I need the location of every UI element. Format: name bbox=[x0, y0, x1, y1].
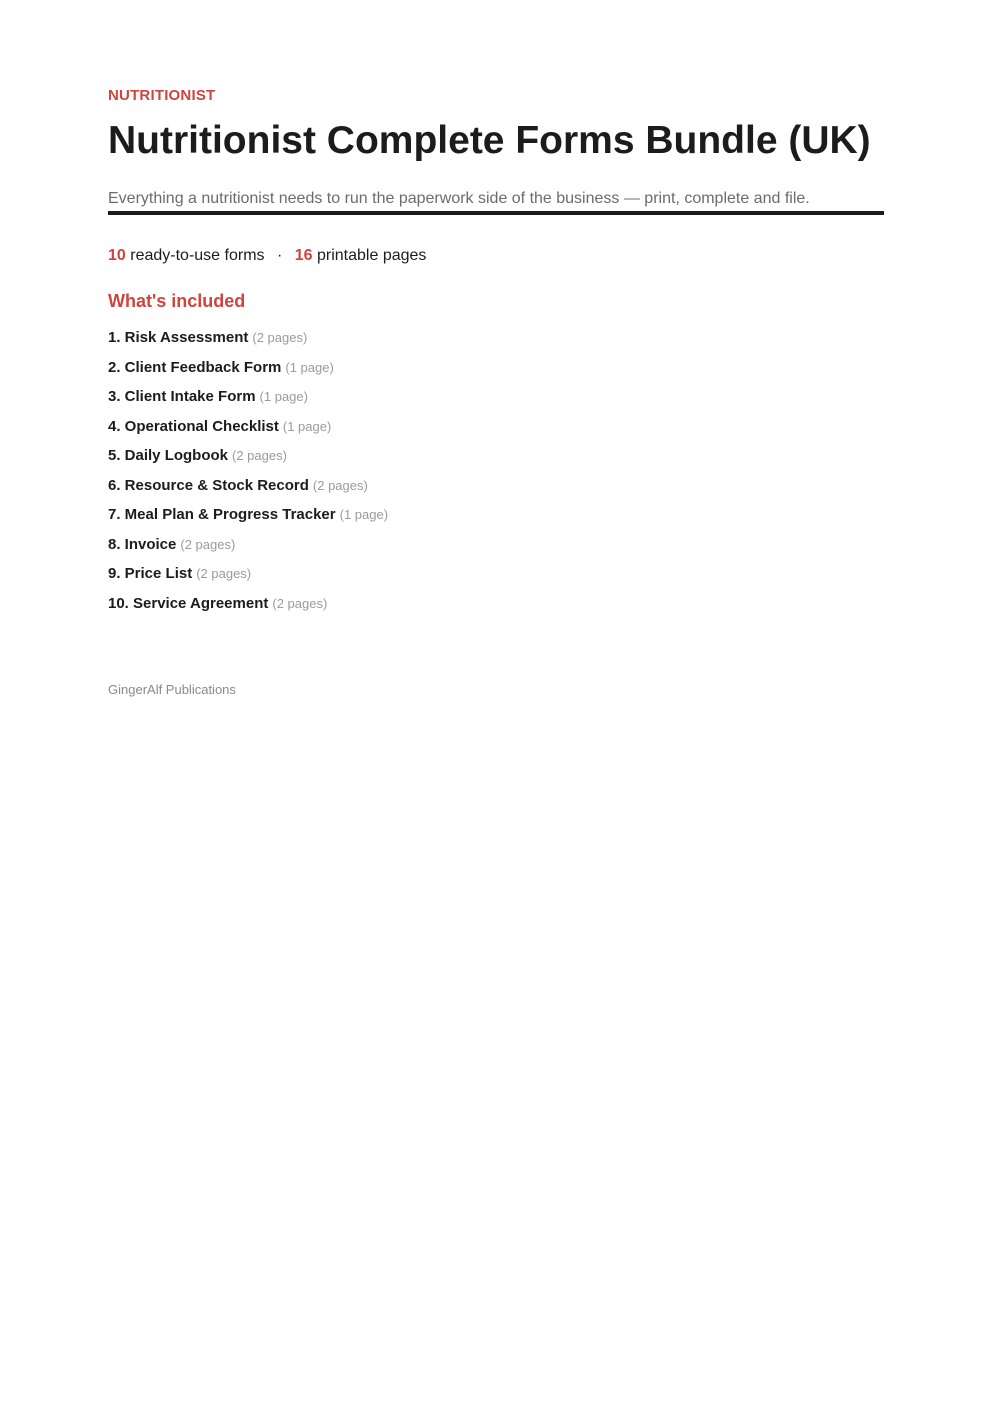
form-page-count: (2 pages) bbox=[232, 448, 287, 463]
form-name: 10. Service Agreement bbox=[108, 594, 269, 612]
form-name: 2. Client Feedback Form bbox=[108, 358, 282, 376]
list-item bbox=[108, 357, 388, 387]
form-name: 1. Risk Assessment bbox=[108, 329, 249, 346]
form-name: 5. Daily Logbook bbox=[108, 447, 229, 464]
pages-count-label: printable pages bbox=[317, 247, 427, 264]
form-name: 8. Invoice bbox=[108, 535, 177, 553]
form-name: 7. Meal Plan & Progress Tracker bbox=[108, 506, 336, 523]
form-page-count: (2 pages) bbox=[196, 566, 252, 581]
bundle-stats bbox=[108, 245, 426, 267]
form-page-count: (2 pages) bbox=[312, 477, 368, 493]
pages-count: 16 bbox=[294, 247, 313, 264]
form-page-count: (1 page) bbox=[282, 418, 332, 434]
form-name: 3. Client Intake Form bbox=[108, 388, 256, 405]
list-item bbox=[108, 327, 388, 357]
page-title: Nutritionist Complete Forms Bundle (UK) bbox=[108, 119, 871, 162]
list-item bbox=[108, 504, 388, 534]
form-page-count: (2 pages) bbox=[180, 536, 236, 552]
form-name: 9. Price List bbox=[108, 565, 193, 582]
page-subtitle: Everything a nutritionist needs to run the paperwork side of the business — print, complete and file. bbox=[108, 190, 810, 207]
form-page-count: (2 pages) bbox=[272, 595, 328, 611]
form-name: 6. Resource & Stock Record bbox=[108, 476, 309, 494]
form-name: 4. Operational Checklist bbox=[108, 417, 279, 435]
form-page-count: (1 page) bbox=[339, 507, 389, 522]
list-item bbox=[108, 534, 388, 564]
list-item bbox=[108, 386, 388, 416]
forms-count-label: ready-to-use forms bbox=[130, 247, 265, 264]
publisher-name: GingerAlf Publications bbox=[108, 682, 236, 697]
form-page-count: (1 page) bbox=[259, 389, 308, 404]
list-item bbox=[108, 416, 388, 446]
list-item bbox=[108, 475, 388, 505]
form-page-count: (2 pages) bbox=[252, 330, 308, 345]
forms-count: 10 bbox=[108, 247, 126, 264]
list-item bbox=[108, 445, 388, 475]
title-divider bbox=[108, 211, 884, 215]
list-item bbox=[108, 593, 388, 623]
included-heading: What's included bbox=[108, 291, 246, 311]
stats-separator: · bbox=[276, 247, 283, 264]
category-label: NUTRITIONIST bbox=[108, 87, 216, 104]
form-page-count: (1 page) bbox=[285, 359, 334, 375]
list-item bbox=[108, 563, 388, 593]
included-forms-list bbox=[108, 327, 388, 622]
